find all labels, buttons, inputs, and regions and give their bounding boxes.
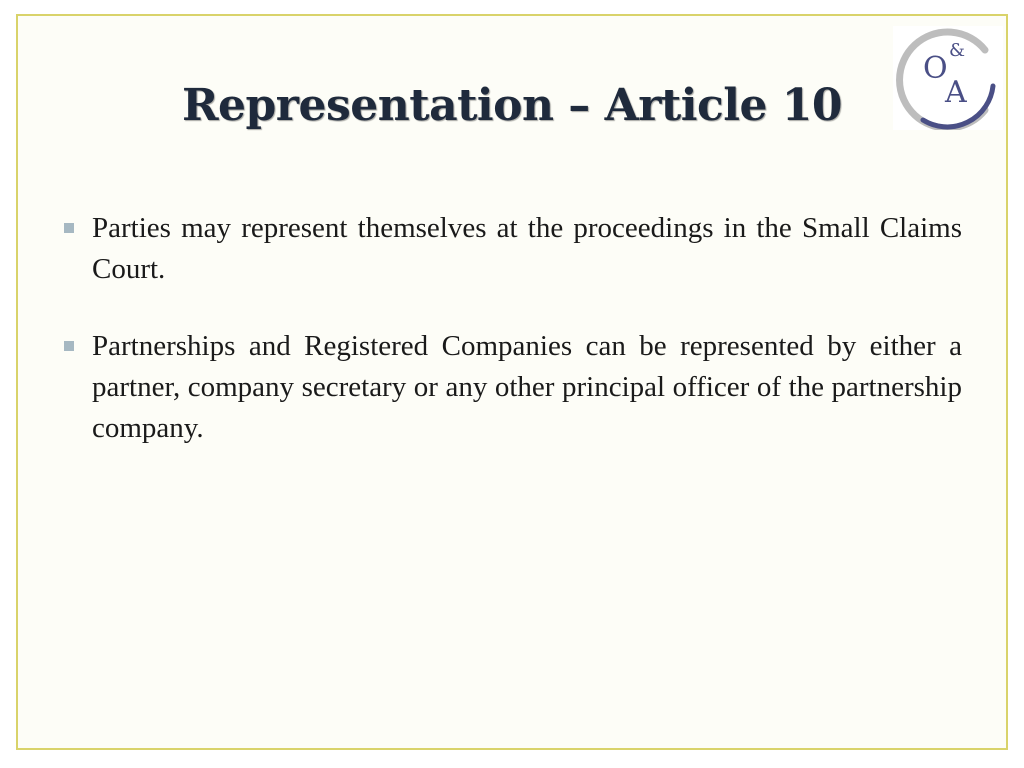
bullet-text: Partnerships and Registered Companies can be represented by either a partner, company secretary or any other principal officer of the partnership company.	[92, 330, 962, 444]
bullet-item	[60, 208, 962, 290]
slide-title: Representation – Article 10	[181, 80, 842, 131]
svg-text:&: &	[949, 40, 966, 61]
square-bullet-icon	[64, 341, 74, 351]
square-bullet-icon	[64, 223, 74, 233]
bullet-item	[60, 326, 962, 449]
bullet-list	[60, 208, 962, 485]
svg-text:O: O	[923, 51, 948, 86]
bullet-text: Parties may represent themselves at the proceedings in the Small Claims Court.	[92, 212, 962, 285]
svg-text:A: A	[945, 75, 967, 110]
